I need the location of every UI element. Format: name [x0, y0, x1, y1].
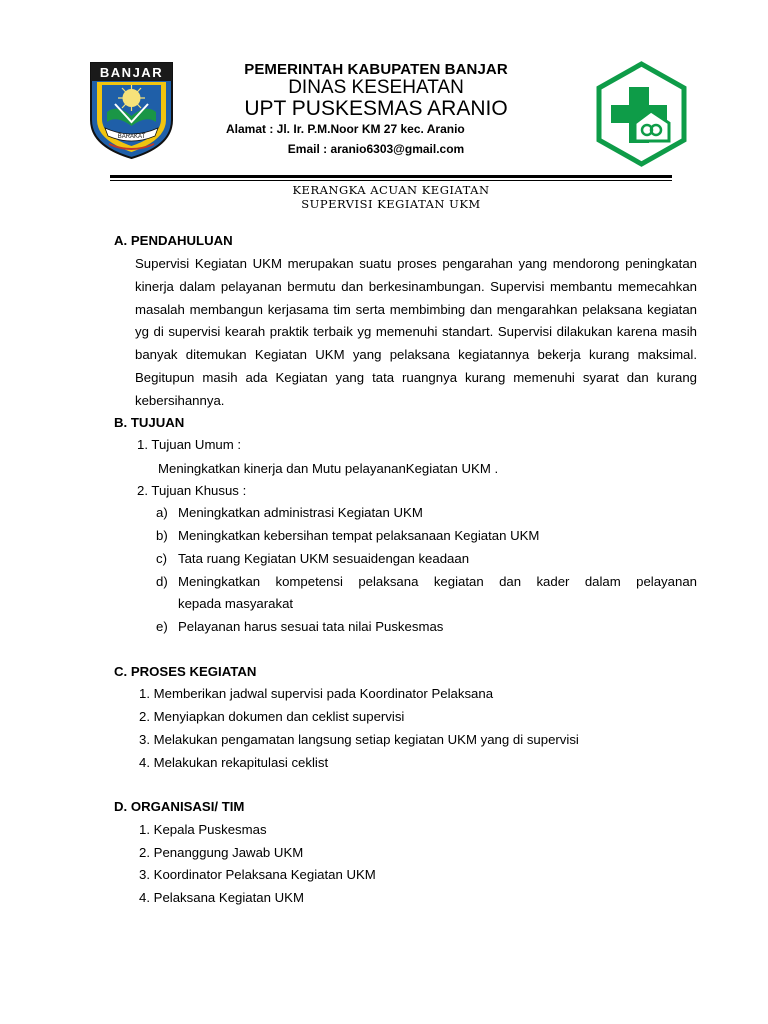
- letterhead-divider-thick: [110, 175, 672, 178]
- list-item: 2. Menyiapkan dokumen dan ceklist supervisi: [139, 709, 405, 724]
- letterhead-divider-thin: [110, 180, 672, 181]
- section-d-heading: D. ORGANISASI/ TIM: [114, 799, 245, 814]
- emblem-barakat-label: BARAKAT: [117, 134, 146, 140]
- letterhead-address: Alamat : Jl. Ir. P.M.Noor KM 27 kec. Aranio: [226, 122, 465, 136]
- list-item: Pelayanan harus sesuai tata nilai Puskesmas: [178, 619, 444, 634]
- section-b-heading: B. TUJUAN: [114, 415, 185, 430]
- tujuan-khusus-label: 2. Tujuan Khusus :: [137, 483, 247, 498]
- puskesmas-logo-icon: [595, 61, 688, 167]
- list-item: 3. Koordinator Pelaksana Kegiatan UKM: [139, 867, 376, 882]
- list-item-marker: b): [156, 528, 168, 543]
- letterhead-institution: UPT PUSKESMAS ARANIO: [244, 97, 508, 120]
- list-item: 3. Melakukan pengamatan langsung setiap kegiatan UKM yang di supervisi: [139, 732, 579, 747]
- letterhead-government: PEMERINTAH KABUPATEN BANJAR: [244, 61, 508, 78]
- list-item: Meningkatkan administrasi Kegiatan UKM: [178, 505, 423, 520]
- emblem-banjar-label: BANJAR: [99, 65, 164, 80]
- list-item: 1. Kepala Puskesmas: [139, 822, 267, 837]
- list-item: 4. Pelaksana Kegiatan UKM: [139, 890, 304, 905]
- section-a-paragraph: [135, 253, 697, 413]
- letterhead-department: DINAS KESEHATAN: [288, 77, 464, 98]
- document-subtitle: SUPERVISI KEGIATAN UKM: [301, 197, 481, 211]
- list-item-marker: d): [156, 574, 168, 589]
- list-item: 2. Penanggung Jawab UKM: [139, 845, 304, 860]
- tujuan-umum-label: 1. Tujuan Umum :: [137, 437, 242, 452]
- list-item: 1. Memberikan jadwal supervisi pada Koordinator Pelaksana: [139, 686, 494, 701]
- list-item: Meningkatkan kebersihan tempat pelaksanaan Kegiatan UKM: [178, 528, 540, 543]
- list-item-marker: a): [156, 505, 168, 520]
- section-a-heading: A. PENDAHULUAN: [114, 233, 233, 248]
- list-item-continuation: kepada masyarakat: [178, 596, 294, 611]
- list-item: Tata ruang Kegiatan UKM sesuaidengan keadaan: [178, 551, 470, 566]
- banjar-regency-emblem-icon: [87, 60, 176, 160]
- list-item-marker: c): [156, 551, 167, 566]
- list-item-marker: e): [156, 619, 168, 634]
- letterhead-email: Email : aranio6303@gmail.com: [287, 142, 465, 156]
- list-item: Meningkatkan kompetensi pelaksana kegiatan dan kader dalam pelayanan: [178, 574, 697, 589]
- list-item: 4. Melakukan rekapitulasi ceklist: [139, 755, 329, 770]
- tujuan-umum-text: Meningkatkan kinerja dan Mutu pelayananKegiatan UKM .: [158, 461, 499, 476]
- section-c-heading: C. PROSES KEGIATAN: [114, 664, 257, 679]
- document-title: KERANGKA ACUAN KEGIATAN: [292, 183, 490, 197]
- section-a-text: Supervisi Kegiatan UKM merupakan suatu proses pengarahan yang mendorong peningkatan kinerja dalam pelayanan bermutu dan berkesinambungan. Supervisi membantu memecahkan masalah membangun kerjasama tim serta membimbing dan mengarahkan pelaksana kegiatan yg di supervisi kearah praktik terbaik yg memenuhi standart. Supervisi dilakukan karena masih banyak ditemukan Kegiatan UKM yang pelaksana kegiatannya bekerja kurang maksimal. Begitupun masih ada Kegiatan yang tata ruangnya kurang memenuhi syarat dan kurang kebersihannya.: [135, 256, 697, 408]
